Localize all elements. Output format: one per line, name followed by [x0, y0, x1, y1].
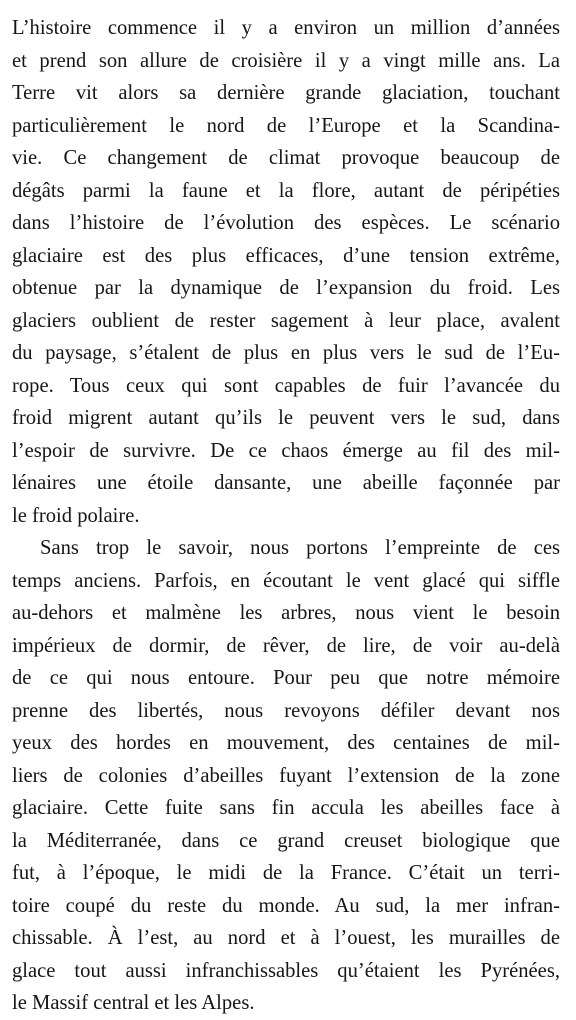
text-line: dans l’histoire de l’évolution des espèces. Le scénario [12, 212, 560, 234]
text-line: chissable. À l’est, au nord et à l’ouest, les murailles de [12, 927, 560, 949]
text-line: glaciaire est des plus efficaces, d’une tension extrême, [12, 244, 560, 267]
text-line: fut, à l’époque, le midi de la France. C’était un terri- [12, 862, 560, 884]
text-line: yeux des hordes en mouvement, des centaines de mil- [12, 732, 560, 754]
text-line: du paysage, s’étalent de plus en plus vers le sud de l’Eu- [12, 342, 560, 364]
text-line: prenne des libertés, nous revoyons défiler devant nos [12, 699, 560, 722]
text-line: de ce qui nous entoure. Pour peu que notre mémoire [12, 667, 560, 689]
text-line: impérieux de dormir, de rêver, de lire, de voir au-delà [12, 634, 560, 657]
text-line: liers de colonies d’abeilles fuyant l’extension de la zone [12, 764, 560, 787]
text-line: dégâts parmi la faune et la flore, autant de péripéties [12, 179, 560, 202]
text-line: au-dehors et malmène les arbres, nous vient le besoin [12, 602, 560, 624]
text-line: glaciaire. Cette fuite sans fin accula les abeilles face à [12, 797, 560, 819]
text-line: glaciers oublient de rester sagement à leur place, avalent [12, 309, 560, 332]
text-line: froid migrent autant qu’ils le peuvent vers le sud, dans [12, 407, 560, 429]
text-line: obtenue par la dynamique de l’expansion du froid. Les [12, 277, 560, 299]
page-text [12, 12, 560, 1020]
text-line: particulièrement le nord de l’Europe et la Scandina- [12, 114, 560, 137]
text-line: glace tout aussi infranchissables qu’étaient les Pyrénées, [12, 959, 560, 982]
text-line: lénaires une étoile dansante, une abeille façonnée par [12, 472, 560, 494]
text-line: Sans trop le savoir, nous portons l’empreinte de ces [40, 537, 560, 559]
text-line: Terre vit alors sa dernière grande glaciation, touchant [12, 82, 560, 104]
paragraph-2 [12, 532, 560, 1020]
text-line: et prend son allure de croisière il y a vingt mille ans. La [12, 49, 560, 72]
text-line: le Massif central et les Alpes. [12, 992, 255, 1014]
text-line: L’histoire commence il y a environ un million d’années [12, 17, 560, 39]
text-line: toire coupé du reste du monde. Au sud, la mer infran- [12, 894, 560, 917]
text-line: le froid polaire. [12, 504, 140, 527]
text-line: temps anciens. Parfois, en écoutant le vent glacé qui siffle [12, 569, 560, 592]
text-line: vie. Ce changement de climat provoque beaucoup de [12, 147, 560, 169]
text-line: l’espoir de survivre. De ce chaos émerge au fil des mil- [12, 439, 560, 462]
text-line: rope. Tous ceux qui sont capables de fuir l’avancée du [12, 374, 560, 397]
text-line: la Méditerranée, dans ce grand creuset biologique que [12, 829, 560, 852]
paragraph-1 [12, 12, 560, 532]
